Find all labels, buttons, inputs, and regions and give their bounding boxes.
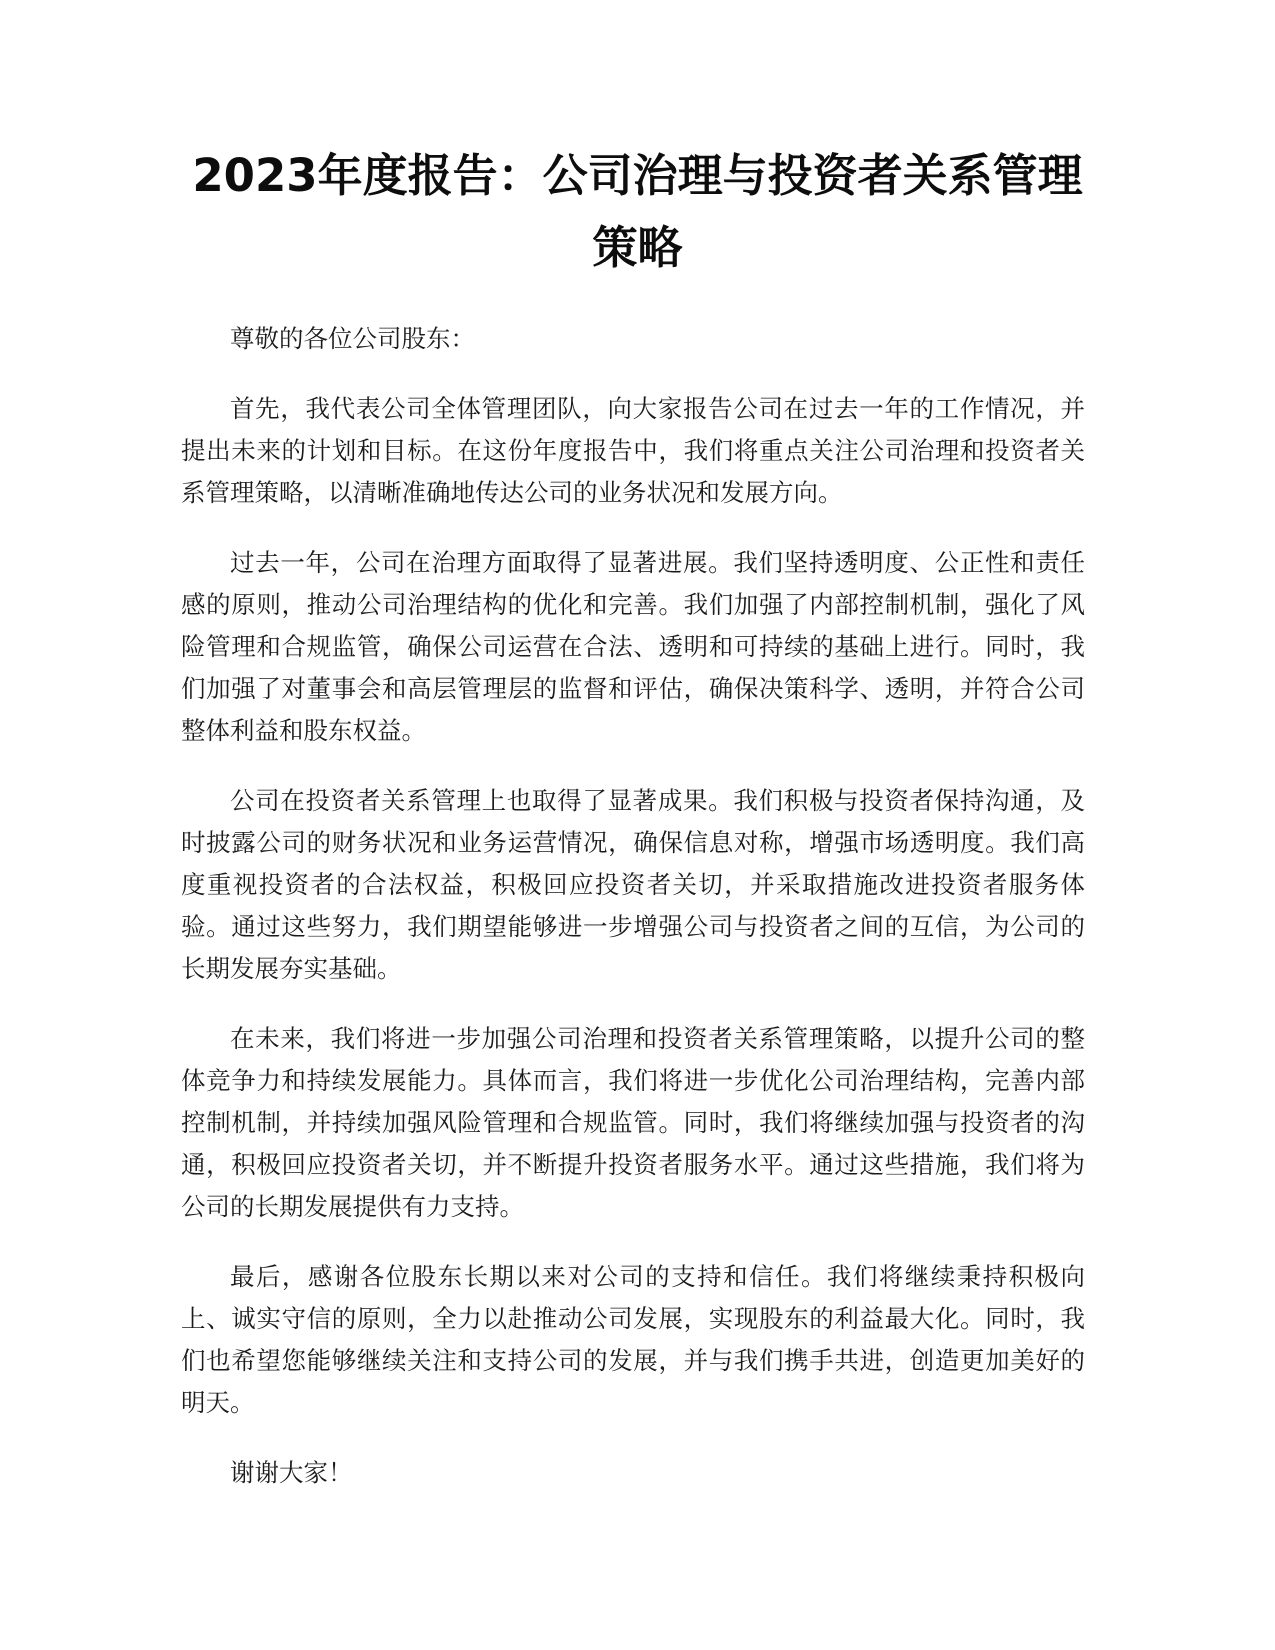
closing-remark: 谢谢大家！	[230, 1458, 353, 1487]
document-body	[181, 318, 1085, 1522]
paragraph-future-plans: 在未来，我们将进一步加强公司治理和投资者关系管理策略，以提升公司的整体竞争力和持续发展能力。具体而言，我们将进一步优化公司治理结构，完善内部控制机制，并持续加强风险管理和合规监管。同时，我们将继续加强与投资者的沟通，积极回应投资者关切，并不断提升投资者服务水平。通过这些措施，我们将为公司的长期发展提供有力支持。	[181, 1024, 1085, 1221]
document-title: 2023年度报告：公司治理与投资者关系管理策略	[192, 149, 1083, 274]
salutation: 尊敬的各位公司股东：	[230, 324, 475, 353]
paragraph-thanks: 最后，感谢各位股东长期以来对公司的支持和信任。我们将继续秉持积极向上、诚实守信的原则，全力以赴推动公司发展，实现股东的利益最大化。同时，我们也希望您能够继续关注和支持公司的发展，并与我们携手共进，创造更加美好的明天。	[181, 1262, 1085, 1417]
paragraph-investor-relations: 公司在投资者关系管理上也取得了显著成果。我们积极与投资者保持沟通，及时披露公司的财务状况和业务运营情况，确保信息对称，增强市场透明度。我们高度重视投资者的合法权益，积极回应投资者关切，并采取措施改进投资者服务体验。通过这些努力，我们期望能够进一步增强公司与投资者之间的互信，为公司的长期发展夯实基础。	[181, 786, 1085, 983]
paragraph-intro: 首先，我代表公司全体管理团队，向大家报告公司在过去一年的工作情况，并提出未来的计划和目标。在这份年度报告中，我们将重点关注公司治理和投资者关系管理策略，以清晰准确地传达公司的业务状况和发展方向。	[181, 394, 1085, 507]
paragraph-governance: 过去一年，公司在治理方面取得了显著进展。我们坚持透明度、公正性和责任感的原则，推动公司治理结构的优化和完善。我们加强了内部控制机制，强化了风险管理和合规监管，确保公司运营在合法、透明和可持续的基础上进行。同时，我们加强了对董事会和高层管理层的监督和评估，确保决策科学、透明，并符合公司整体利益和股东权益。	[181, 548, 1085, 745]
